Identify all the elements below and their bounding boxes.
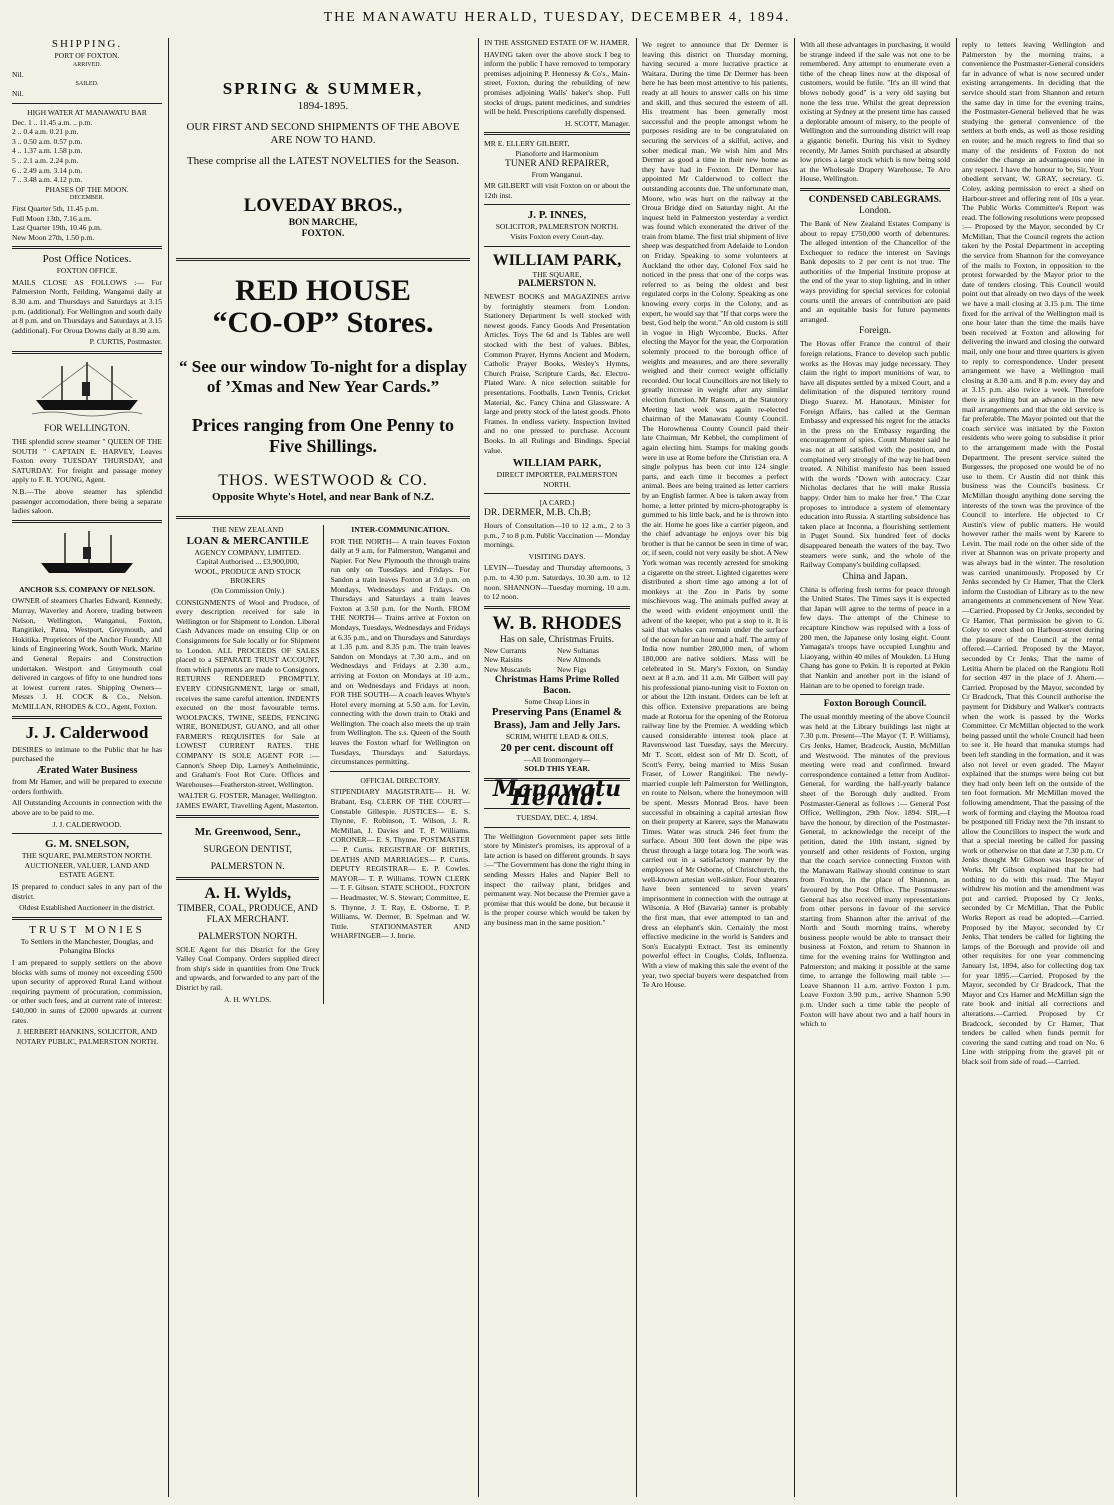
westwood-name: THOS. WESTWOOD & CO. xyxy=(218,472,428,489)
park-name: WILLIAM PARK, xyxy=(492,251,622,269)
fruit-item: New Figs xyxy=(557,664,587,674)
post-office-title: Post Office Notices. xyxy=(42,253,132,266)
fruit-item: New Almonds xyxy=(557,655,601,665)
council-text: The usual monthly meeting of the above Council was held at the Library buildings last night at 7.30 p.m. Present—The Mayor (T. P. Williams), Crs Jenks, Hamer, Bradcock, Austin, McMillan and Westwood. The minutes of the previous meeting were read and confirmed. Inward correspondence contained a letter from Auditor-General, for warding the half-yearly balance sheet of the Borough duly audited. From Postmaster-General as follows :— General Post Office, Wellington, 29th Nov. 1894. SIR,—I have the honour, by direction of the Postmaster-General, to acknowledge the receipt of the petition, dated the 10th instant, signed by yourself and other residents of Foxton, urging that the coach service connecting Foxton with the Manawatu Railway should continue to start from Foxton, in the place of Shannon, as favoured by the Post Office. The Postmaster-General has also received many representations from other persons in favour of the service starting from Shannon after the arrival of the North and South morning trains, whereby business people would be able to transact their business at Foxton, and return to Shannon in time for the evening trains for Wellington and Palmerston; and making it possible at the same time, to arrange the following mail table :— Leave Shannon 11 a.m. arrive Foxton 1 p.m. Leave Foxton 3.90 p.m., arrive Shannon 5.90 p.m. Under such a time table the people of Foxton will have about two and a half hours in which to xyxy=(800,712,950,1029)
column-rule xyxy=(478,38,479,1497)
fruits-list xyxy=(484,646,630,675)
nz-commission: (On Commission Only.) xyxy=(211,585,285,595)
official-text: STIPENDIARY MAGISTRATE— H. W. Brabant, Esq. CLERK OF THE COURT— Constable Gillespie. JUSTICES— E. S. Thynne, F. Robinson, T. Wilson, J. R. McMillan, J. Davies and T. P. Williams. CORONER— E. S. Thynne. POSTMASTER— P. Curtis. REGISTRAR OF BIRTHS, DEATHS AND MARRIAGES— P. Curtis. DEPUTY REGISTRAR— E. P. Cowles. MAYOR— T. P. Williams. TOWN CLERK— T. F. Gibson. STATE SCHOOL, FOXTON— Headmaster, W. S. Stewart; Committee, E. S. Thynne, J. T. Ray, E. Osborne, T. P. Williams, W. Dermer, B. Spelman and W. Tittle. STATIONMASTER AND WHARFINGER— J. Imrie. xyxy=(330,787,470,941)
column-rule xyxy=(794,38,795,1497)
post-office-text: MAILS CLOSE AS FOLLOWS :— For Palmerston North, Feilding, Wanganui daily at 8.30 a.m. and Thursdays and Saturdays at 3.15 p.m. (additional). For Wellington and south daily at 8 p.m. and on Thursdays and Saturdays at 3.15 (additional). For Oroua Downs daily at 8.30 a.m. xyxy=(12,277,162,335)
greenwood-town: PALMERSTON N. xyxy=(210,861,285,872)
moon-line: Full Moon 13th, 7.16 a.m. xyxy=(12,213,92,223)
rhodes-sub: Has on sale, Christmas Fruits. xyxy=(500,634,614,645)
nz-capital: Capital Authorised ... £3,900,000, xyxy=(196,557,300,567)
gilbert-name: MR E. ELLERY GILBERT, xyxy=(484,139,570,149)
loveday-title: LOVEDAY BROS., xyxy=(243,195,403,216)
foreign-text: The Hovas offer France the control of their foreign relations, France to develop such public works as the Hovas may judge necessary. They claim the right to import munitions of war, to have all disputes settled by a mixed Court, and a delimitation of the disputed territory round Diego Suarez. M. Hanotaux, Minister for Foreign Affairs, has called at the German Embassy and expressed his regret for the attacks in the press on the Embassy regarding the encouragement of spies. Count Munster said he was not at all satisfied with the position, and complained very strongly of the way he had been treated. A Nihilist manifesto has been issued with the words "Down with autocracy. Czar Nicholas declares that he will make Russia happy. Order him to make her free." The Czar proposes to introduce a system of elementary education into Russia. A startling subsidence has taken place at Inconna, a flourishing settlement in Puget Sound. Six hundred feet of docks disappeared beneath the waters of the bay. Two steamers were sunk, and the whole of the Railway Company's building collapsed. xyxy=(800,339,950,570)
visiting-title: VISITING DAYS. xyxy=(528,551,586,561)
wellington-title: FOR WELLINGTON. xyxy=(44,424,130,435)
nz-title: THE NEW ZEALAND xyxy=(211,525,284,534)
coop-title: “CO-OP” Stores. xyxy=(212,306,434,339)
column-rule xyxy=(636,38,637,1497)
fruit-item: New Raisins xyxy=(484,655,523,665)
anchor-title: ANCHOR S.S. COMPANY OF NELSON. xyxy=(19,584,155,594)
preserving-pans: Preserving Pans (Enamel & Brass), Jam and Jelly Jars. xyxy=(491,706,623,732)
trust-text: I am prepared to supply settlers on the above blocks with sums of money not exceeding £500 upon security of approved Rural Land without requiring payment of procuration, commission, or other such fees, and at current rate of interest: £40,000 in sums of £2000 upwards at current rates. xyxy=(12,958,162,1025)
calderwood-text3: All Outstanding Accounts in connection with the above are to be paid to me. xyxy=(12,798,162,818)
park-square: THE SQUARE, xyxy=(532,269,582,279)
herald-date: TUESDAY, DEC. 4, 1894. xyxy=(516,813,598,823)
nz-wool: WOOL, PRODUCE AND STOCK BROKERS xyxy=(194,566,302,586)
dermer-text: Hours of Consultation—10 to 12 a.m., 2 to 3 p.m., 7 to 8 p.m. Public Vaccination — Monday mornings. xyxy=(484,520,630,550)
nz-text: CONSIGNMENTS of Wool and Produce, of every description received for sale in Wellington or for Shipment to London. Liberal Cash Advances made on ensuing Clip or on Consignments for Sale locally or for Shipment to London. ALL PROCEEDS OF SALES placed to a SEPARATE TRUST ACCOUNT, from which payments are made to Consignors. RETURNS RENDERED PROMPTLY. EVERY CONSIGNMENT, large or small, receives the same careful attention. INDENTS executed on the most favourable terms. WOOLPACKS, TWINE, SEEDS, FENCING WIRE, BONEDUST, GUANO, and all other FARMER'S REQUISITES for Sale at LOWEST CURRENT RATES. THE COMPANY IS SOLE AGENT FOR :—Cannon's Sheep Dip, Larney's Anthelmintic, and Graham's Foot Rot Cure. Offices and Warehouses—Featherston-street, Wellington. xyxy=(176,597,320,789)
council-title: Foxton Borough Council. xyxy=(823,699,927,710)
nz-ewart: JAMES EWART, Travelling Agent, Masterton. xyxy=(176,801,319,811)
calderwood-title: J. J. Calderwood xyxy=(25,722,149,742)
sub-column-left xyxy=(176,525,324,1004)
park-town: PALMERSTON N. xyxy=(518,279,596,290)
china-title: China and Japan. xyxy=(842,571,908,582)
column-2 xyxy=(170,36,476,1499)
christmas-hams: Christmas Hams Prime Rolled Bacon. xyxy=(494,674,620,696)
dermer-name: DR. DERMER, M.B. Ch.B; xyxy=(484,507,591,518)
tide-line: 3 .. 0.50 a.m. 0.57 p.m. xyxy=(12,136,83,146)
news-text: We regret to announce that Dr Dermer is leaving this district on Thursday morning, having secured a more lucrative practice at Waitara. During the time Dr Dermer has been here he has been most attentive to his patients, ready at all hours to answer calls on his time and skill, and thus secured the esteem of all. His treatment has been generally most successful and the people amongst whom he purposes residing are to be congratulated on securing the services of a skilful, active, and sober medical man. We wish him and Mrs Dermer as good a time in their new home as they have had in Foxton. Dr Dermer has appointed Mr Calderwood to collect the outstanding accounts due. The unfortunate man, Moore, who was hurt on the railway at the Oroua Bridge died on Saturday night. At the inquest held in Palmerston yesterday a verdict was found which exonerated the driver of the train from blame. The first trial shipment of live sheep was despatched from Adelaide to London on Friday. Speaking to some volunteers at Auckland the other day, Colonel Fox said he noticed in the press that one of the corps was referred to as being the oldest and best regulated corps in the Colony. Speaking as one knowing every corps in the Colony, and as expert, he would say that "If that corps were the best, God help the worst." An old custom is still in vogue in High Wycombe, Bucks. After electing the Mayor for the year, the Corporation solemnly proceed to the borough office of weights and measures, and are there severally weighed and their correct weight officially recorded. Our local Councillors are not likely to greatly increase in weight after any similar election function. Mr Ransom, at the Statutory Meeting last week was again re-elected chairman of the Manawatu County Council. The Horowhenua County Council paid their late Chairman, Mr Kebbel, the compliment of again electing him. Stamps for making goods were in use at Rome before the Christian era. A single polypus has been cut into 124 single parts, and each time it becomes a perfect animal. Bees are being trained as letter carriers by an English farmer. A bee is taken away from home, a letter printed by micro-photography is gummed to his little back, and he is thrown into the air. Home he goes like a carrier pigeon, and the chief advantage he enjoys over his big brother is that he cannot be seen in time of war, or, if seen, could not very easily be shot. A New York woman was recently arrested for smoking a cigarette on the street. Lighted cigarettes were distributed a short time ago among a lot of monkeys at the Zoo in Paris by some mischievous wag. The animals puffed away at the weed with evident enjoyment until the advent of the keeper, who put a stop to it. It is said that whales can remain under the surface of the ocean for an hour and a half. The army of India now number 280,000 men, of whom 180,000 are native soldiers. Mass will be celebrated in St. Mary's Foxton, on Sunday next at 8 a.m. and 11 a.m. Mr Gilbert will pay his professional piano-tuning visit to Foxton on or about the 12th instant. Orders can be left at this office. Extensive preparations are being made at Rotorua for the opening of the Rotorua railway line by the Premier. A wedding which caused considerable interest took place at Ravenswood last Tuesday, says the Mercury. Mr T. Scott, eldest son of Mr D. Scott, of Scott's Ferry, being married to Miss Susan Fraser, of Lower Rangitikei. The newly-married couple left Palmerston for Wellington, en route to Nelson, where the honeymoon will be spent. Messrs Monrad Bros. have been successful in obtaining a capital artesian flow on their property at Karere, says the Manawatu Times. Water was struck 246 feet from the surface. About 300 feet down the pipe was thrust through a large totara log. The work was carried out in a satisfactory manner by the employees of Mr Osborne, of Christchurch, the well-known artesian well-sinker. Four shearers have been sentenced to seven years' imprisonment in connection with the outrage at Wilsonia. A Hof (Bavaria) tanner is probably the first man, that ever attempted to tan and dress an elephant's skin. Certainly the most effective medicine in the world is Sanders and Son's Eucalypti Extract. Test its eminently powerful effect in Coughs, Colds, Influenza. With a view of making this sale the event of the year, two special buyers were despatched from Te Aro House. xyxy=(642,40,789,990)
window-text: “ See our window To-night for a display of ’Xmas and New Year Cards.” xyxy=(179,357,467,396)
spring-summer-title: SPRING & SUMMER, xyxy=(222,79,424,98)
official-title: OFFICIAL DIRECTORY. xyxy=(360,775,441,785)
tide-line: 2 .. 0.4 a.m. 0.21 p.m. xyxy=(12,127,79,137)
innes-name: J. P. INNES, xyxy=(527,209,587,222)
loveday-town: FOXTON. xyxy=(301,229,345,239)
steamship-illustration xyxy=(32,360,142,418)
column-4 xyxy=(638,36,792,1499)
snelson-address: THE SQUARE, PALMERSTON NORTH. xyxy=(21,851,153,861)
wellington-nb: N.B.—The above steamer has splendid passenger accomodation, there being a separate ladies saloon. xyxy=(12,487,162,516)
discount: 20 per cent. discount off xyxy=(500,741,614,754)
column-6 xyxy=(958,36,1108,1499)
visiting-text: LEVIN—Tuesday and Thursday afternoons, 3 p.m. to 4.30 p.m. Saturdays, 10.30 a.m. to 12 noon. SHANNON—Tuesday morning, 10 a.m. to 12 noon. xyxy=(484,563,630,602)
tide-line: 4 .. 1.37 a.m. 1.58 p.m. xyxy=(12,146,83,156)
tide-line: 7 .. 3.48 a.m. 4.12 p.m. xyxy=(12,175,83,185)
park2-name: WILLIAM PARK, xyxy=(512,457,602,470)
london-text: The Bank of New Zealand Estates Company is about to repay £750,000 worth of debentures. The alleged intention of the Chancellor of the Exchequer to reduce the interest on Savings Bank deposits to 2 per cent is not true. The authorities of the Imperial Institute propose at the end of the year to stop lighting, and in other ways providing for special services for colonial courts until the arrears of contribution are paid and an equitable basis for future payments arranged. xyxy=(800,218,950,324)
arrived-nil: Nil. xyxy=(12,70,24,80)
nz-loan: LOAN & MERCANTILE xyxy=(186,534,309,547)
column-rule xyxy=(168,38,169,1497)
hamer-text: HAVING taken over the above stock I beg to inform the public I have removed to temporary premises adjoining P. Hennessy & Co's., Main-street, Foxton, during the rebuilding of new promises adjoining Walls' baker's shop. Full stocks of drugs, patent medicines, and sundries will be held. Prescriptions carefully dispensed. xyxy=(484,49,630,117)
loveday-sub: BON MARCHE, xyxy=(288,218,358,228)
tide-title: HIGH WATER AT MANAWATU BAR xyxy=(27,107,147,117)
snelson-text: IS prepared to conduct sales in any part of the district. xyxy=(12,882,162,901)
london-title: London. xyxy=(859,205,891,216)
cheap-lines: Some Cheap Lines in xyxy=(524,696,590,706)
spring-summer-sub: These comprise all the LATEST NOVELTIES for the Season. xyxy=(186,155,460,167)
gilbert-text: MR GILBERT will visit Foxton on or about the 12th inst. xyxy=(484,181,630,200)
column-rule xyxy=(956,38,957,1497)
arrived-label: ARRIVED. xyxy=(72,61,102,68)
gilbert-from: From Wanganui. xyxy=(531,169,583,179)
moon-line: First Quarter 5th, 11.45 p.m. xyxy=(12,203,99,213)
rhodes-name: W. B. RHODES xyxy=(492,612,622,634)
calderwood-sig: J. J. CALDERWOOD. xyxy=(52,819,122,829)
westwood-address: Opposite Whyte's Hotel, and near Bank of N.Z. xyxy=(211,491,435,503)
sailed-label: SAILED. xyxy=(75,80,99,87)
ironmongery: —All Ironmongery— xyxy=(523,754,591,764)
innes-sub: SOLICITOR, PALMERSTON NORTH. xyxy=(495,222,619,232)
moon-line: New Moon 27th, 1.50 p.m. xyxy=(12,232,95,242)
sailed-nil: Nil. xyxy=(12,89,24,99)
cablegrams-title: CONDENSED CABLEGRAMS. xyxy=(808,194,942,205)
calderwood-business: Ærated Water Business xyxy=(36,764,138,776)
tide-line: 5 .. 2.1 a.m. 2.24 p.m. xyxy=(12,155,79,165)
greenwood-name: Mr. Greenwood, Senr., xyxy=(194,825,301,838)
gilbert-sub: Pianoforte and Harmonium xyxy=(515,148,599,158)
shipping-title: SHIPPING. xyxy=(51,38,123,50)
park2-sub: DIRECT IMPORTER, PALMERSTON NORTH. xyxy=(496,470,618,489)
snelson-text2: Oldest Established Auctioneer in the district. xyxy=(19,903,155,913)
column-5 xyxy=(796,36,954,1499)
trust-title: TRUST MONIES xyxy=(29,923,145,936)
sold: SOLD THIS YEAR. xyxy=(524,764,590,774)
news-text: reply to letters leaving Wellington and Palmerston by the morning trains, a convenience the Postmaster-General considers far in advance of what is now secured under existing arrangements. In deciding that the service should start from Shannon and return the same day in time for the evening trains, the Postmaster-General believed that he was studying the general convenience of the settlers at both ends, as well as those residing en route; and he much regrets to find that so many of the residents of Foxton do not consider the change an advantageous one in any respect. I have the honour to be, Sir, Your obedient servant, W. GRAY, secretary. G. Coley, asking permission to erect a shed on Harbour-street and offering rent of 10s a year. The Public Works Committee's Report was read. The following resolutions were proposed :— Proposed by the Mayor, seconded by Cr McMillan, That the Council regrets the action taken by the Postal Department in accepting the service from Shannon for the conveyance of the mails to Foxton, in opposition to the protest forwarded by the Mayor prior to the date of tenders closing. This Council would point out that already on two days of the week we have a mail closing at 3.15 p.m. The time fixed for the arrival of the Wellington mail is one hour later than the time the mails have been received at Foxton and allowing for delivering the inward and closing the outward mail, only one hour and three quarters is given to reply to correspondence. Under present arrangement we have a Wellington mail closing at 8.30 a.m. and 8 p.m. every day and at 3.15 p.m. also twice a week. Therefore there is anything but an advance in the new mail arrangements and that the old service is far preferable. The Mayor pointed out that the coach service was initiated by the Foxton residents who were going to subsidise it prior to the arrangement made with the Postal Department. The present service suited the Burgesses, the proposed one would be of no use to them. Cr Austin did not think this business was the Council's business. Cr McMillan thought anything done serving the interests of the town was the province of the Council to interfere. He objected to Cr Austin's view of public matters. He would however rather the mails went by Karere to Levin. The mail rode on the other side of the river at Shannon was on private property and was always bad in the winter. The resolution was carried unanimously. Proposed by Cr Jenks seconded by Cr Hamer, That the Clerk inform the Custodian of Library as to the new arrangements at commencement of New Year.—Carried. Proposed by Cr Jenks, seconded by Cr Hamer, That permission be given to G. Coley to erect shed on Harbour-street during the pleasure of the Council at the rental offered.—Carried. Proposed by the Mayor, seconded by Cr Jenks, That the name of Letitia Ahern be placed on the Rangiotu Roll for section 497 in the place of J. Ahern.—Carried. Proposed by the Mayor, seconded by Cr Bradcock, That this Council authorise the payment for Didsbury and Walker's contracts when the work is passed by the Works Committee. Cr McMillan objected to the work being passed until the whole Council had been to see it. He heard that manuka stumps had been left standing in the formation, and it was also not level or even graded. The Mayor explained that the stumps were being cut but they had only been left on the outside of the ten foot formation. Mr McMillan moved the following amendment, That the passing of the work of forming and claying the Moutoa road be postponed till Friday next the 7th instant to allow the Councillors to inspect the work and that a special meeting be called for passing work or otherwise on that date at 7.30 p.m. Cr Jenks thought Mr Gibson was Inspector of Works. Mr Gibson explained that he had nothing to do with this road. The Mayor withdrew his motion and the amendment was put and carried. Proposed by Cr Jenks, seconded by Cr McMillan, That the Public Works Report as read be adopted.—Carried. Proposed by the Mayor, seconded by Cr Jenks, That tenders be called for lighting the lamps of the Borough and provide oil and other requisites for one year commencing January 1st, 1894, also for collecting dog tax for year 1895.—Carried. Proposed by the Mayor, seconded by Cr Bradcock, That the Mayor and Crs Hamer and McMillan sign the rate book and initial all corrections and alterations.—Carried. Proposed by Cr Bradcock, seconded by Cr Hamer, That tenders be called when funds permit for covering the sand cutting and road on No. 6 Line with stripping from the gravel pit or black soil from side of road.—Carried. xyxy=(962,40,1104,1066)
wylds-trade: TIMBER, COAL, PRODUCE, AND FLAX MERCHANT. xyxy=(177,903,318,925)
post-office-sig: P. CURTIS, Postmaster. xyxy=(89,337,162,347)
fruit-item: New Muscatels xyxy=(484,664,532,674)
post-office-sub: FOXTON OFFICE. xyxy=(56,266,118,276)
sub-column-right xyxy=(330,525,470,1004)
foreign-title: Foreign. xyxy=(859,326,891,337)
nz-sig: WALTER G. FOSTER, Manager, Wellington. xyxy=(178,791,318,801)
fruit-item: New Sultanas xyxy=(557,645,599,655)
snelson-title: G. M. SNELSON, xyxy=(44,838,130,851)
trust-sub: To Settlers in the Manchester, Douglas, and Pohangina Blocks xyxy=(20,936,154,956)
trust-sig: J. HERBERT HANKINS, SOLICITOR, AND NOTARY PUBLIC, PALMERSTON NORTH. xyxy=(15,1027,159,1046)
anchor-ship-illustration xyxy=(37,529,137,579)
moon-title: PHASES OF THE MOON. xyxy=(45,184,129,194)
snelson-heading: AUCTIONEER, VALUER, LAND AND ESTATE AGENT. xyxy=(24,860,150,880)
park-text: NEWEST BOOKS and MAGAZINES arrive by fortnightly steamers from London. Stationery Department Is well stocked with newest goods. Fancy Goods And Presentation Articles. Toys The 6d and 1s Tables are well stocked with the best of values. Bibles, Common Prayer, Hymns Ancient and Modern, Catholic Prayer Books, Wesley's Hymns, Church Praise, Scripture Cards, &c. Electro-Plated Ware. A nice selection suitable for presentations. Footballs. Lawn Tennis, Cricket Material, &c. Fancy China and Glassware. A large and pretty stock of the latest goods. Photo Frames. In endless variety. Inspection Invited and no one pressed to purchase. Account Books. In all Rulings and Bindings. Special value. xyxy=(484,292,630,455)
china-text: China is offering fresh terms for peace through the United States. The Times says it is expected that Japan will agree to the terms of peace in a few days. The attempt of the Chinese to recapture Kinchow was repulsed with a loss of 200 men, the Japanese only losing eight. Count Yamagata's troops have occupied Lunghtu and Liaoyang, within 40 miles of Moukden. Li Hung Chang has gone to Pekin. It is reported at Pekin that Nankin and another port in the island of Hainan are to be opened to foreign trade. xyxy=(800,584,950,690)
card-label: [A CARD.] xyxy=(539,498,575,508)
wylds-text: SOLE Agent for this District for the Grey Valley Coal Company. Orders supplied direct from ship's side in quantities from One Truck and upwards, and forwarded to any part of the District by rail. xyxy=(176,944,320,992)
hamer-sig: H. SCOTT, Manager. xyxy=(564,118,630,128)
inter-title: INTER-COMMUNICATION. xyxy=(351,525,450,534)
red-house-title: RED HOUSE xyxy=(235,274,411,307)
innes-text: Visits Foxton every Court-day. xyxy=(510,231,604,241)
wylds-sig: A. H. WYLDS. xyxy=(224,994,272,1004)
spring-summer-year: 1894-1895. xyxy=(297,100,349,112)
calderwood-text: DESIRES to intimate to the Public that he has purchased the xyxy=(12,744,162,764)
herald-text: The Wellington Government paper sets little store by Minister's promises, its approval of a late action is based on different grounds. It says :—"The Government has done the right thing in sending Messrs Hales and Napier Bell to inspect the railway plant, bridges and permanent way. Not because the Premier gave a promise that this would be done, but because it is the proper course which would be taken by any business man in the same position." xyxy=(484,831,630,927)
news-text: With all these advantages in purchasing, it would be strange indeed if the sale was not one to be remembered. Any attempt to enumerate even a tithe of the cheap lines now at the disposal of customers, would be futile. "It's an ill wind that blows nobody good" is a very old saying but none the less true. Whilst the great depression existing at Sydney at the present time has caused a deplorable amount of misery, to the people of Wellington and the surrounding district will reap a gigantic benefit. During his visit to Sydney recently, Mr James Smith purchased at absurdly low prices a large stock which is now being sold at the Wholesale Drapery Warehouse, Te Aro House, Wellington. xyxy=(800,40,950,184)
calderwood-text2: from Mr Hamer, and will be prepared to execute orders forthwith. xyxy=(12,777,162,796)
column-1 xyxy=(8,36,166,1499)
wylds-town: PALMERSTON NORTH. xyxy=(198,931,298,942)
inter-text: FOR THE NORTH— A train leaves Foxton daily at 9 a.m, for Palmerston, Wanganui and Napier. For New Plymouth the through trains run only on Tuesdays and Fridays. For Sandon a train leaves Foxton at 3.0 p.m. on Mondays, Wednesdays and Fridays. On Thursdays and Saturdays a train leaves Foxton at 3.50 p.m. for the North. FROM THE NORTH— Trains arrive at Foxton on Mondays, Tuesdays, Wednesdays and Fridays at 6.35 p.m., and on Thursdays and Saturdays at 1.35 p.m. and 8.35 p.m. The train leaves Sandon on Mondays at 7.30 a.m., and on Wednesdays and Fridays at 2.30 a.m., arriving at Foxton on Mondays at 10 a.m., and on Wednesdays and Fridays at noon. FOR THE SOUTH— A coach leaves Whyte's Hotel every morning at 5.50 a.m. for Levin, connecting with the down train to Otaki and Wellington. The coach also meets the up train from Wellington. The s.s. Queen of the South leaves the Foxton wharf for Wellington on Tuesdays, Thursdays and Saturdays, circumstances permitting. xyxy=(330,536,470,767)
moon-line: Last Quarter 19th, 10.46 p.m. xyxy=(12,223,102,233)
tuner-title: TUNER AND REPAIRER, xyxy=(505,158,609,169)
column-3 xyxy=(480,36,634,1499)
port-label: PORT OF FOXTON. xyxy=(54,51,120,60)
herald-title: Manawatu Herald. xyxy=(492,775,622,812)
tide-line: 6 .. 2.49 a.m. 3.14 p.m. xyxy=(12,165,83,175)
masthead: THE MANAWATU HERALD, TUESDAY, DECEMBER 4, 1894. xyxy=(323,10,791,25)
wylds-name: A. H. Wylds, xyxy=(204,884,292,902)
prices-text: Prices ranging from One Penny to Five Shillings. xyxy=(191,415,455,456)
wellington-text: THE splendid screw steamer " QUEEN OF THE SOUTH " CAPTAIN E. HARVEY, Leaves Foxton every TUESDAY THURSDAY, and SATURDAY. For freight and passage money apply to F. R. YOUNG, Agent. xyxy=(12,437,162,485)
anchor-text: OWNER of steamers Charles Edward, Kennedy, Murray, Waverley and Aorere, trading between Nelson, Wellington, Wanganui, Foxton, Rangitikei, Patea, Westport, Greymouth, and Hokitika. Proprietors of the Anchor Foundry. All kinds of Engineering Work, South Work, Marine and General Repairs and Construction undertaken. Westport and Greymouth coal delivered in cargoes of fifty to one hundred tons at lowest current rates. Shipping Owners— Messrs J. H. COCK & Co., Nelson. McMILLAN, RHODES & CO., Agent, Foxton. xyxy=(12,596,162,711)
fruit-item: New Currants xyxy=(484,645,527,655)
moon-month: DECEMBER. xyxy=(69,195,105,202)
nz-agency: AGENCY COMPANY, LIMITED. xyxy=(194,547,301,557)
scrim: SCRIM, WHITE LEAD & OILS, xyxy=(505,732,609,742)
spring-summer-line: OUR FIRST AND SECOND SHIPMENTS OF THE ABOVE ARE NOW TO HAND. xyxy=(186,121,460,146)
greenwood-surgeon: SURGEON DENTIST, xyxy=(203,844,292,855)
hamer-title: IN THE ASSIGNED ESTATE OF W. HAMER. xyxy=(484,38,630,47)
tide-line: Dec. 1 .. 11.45 a.m. .. p.m. xyxy=(12,117,93,127)
